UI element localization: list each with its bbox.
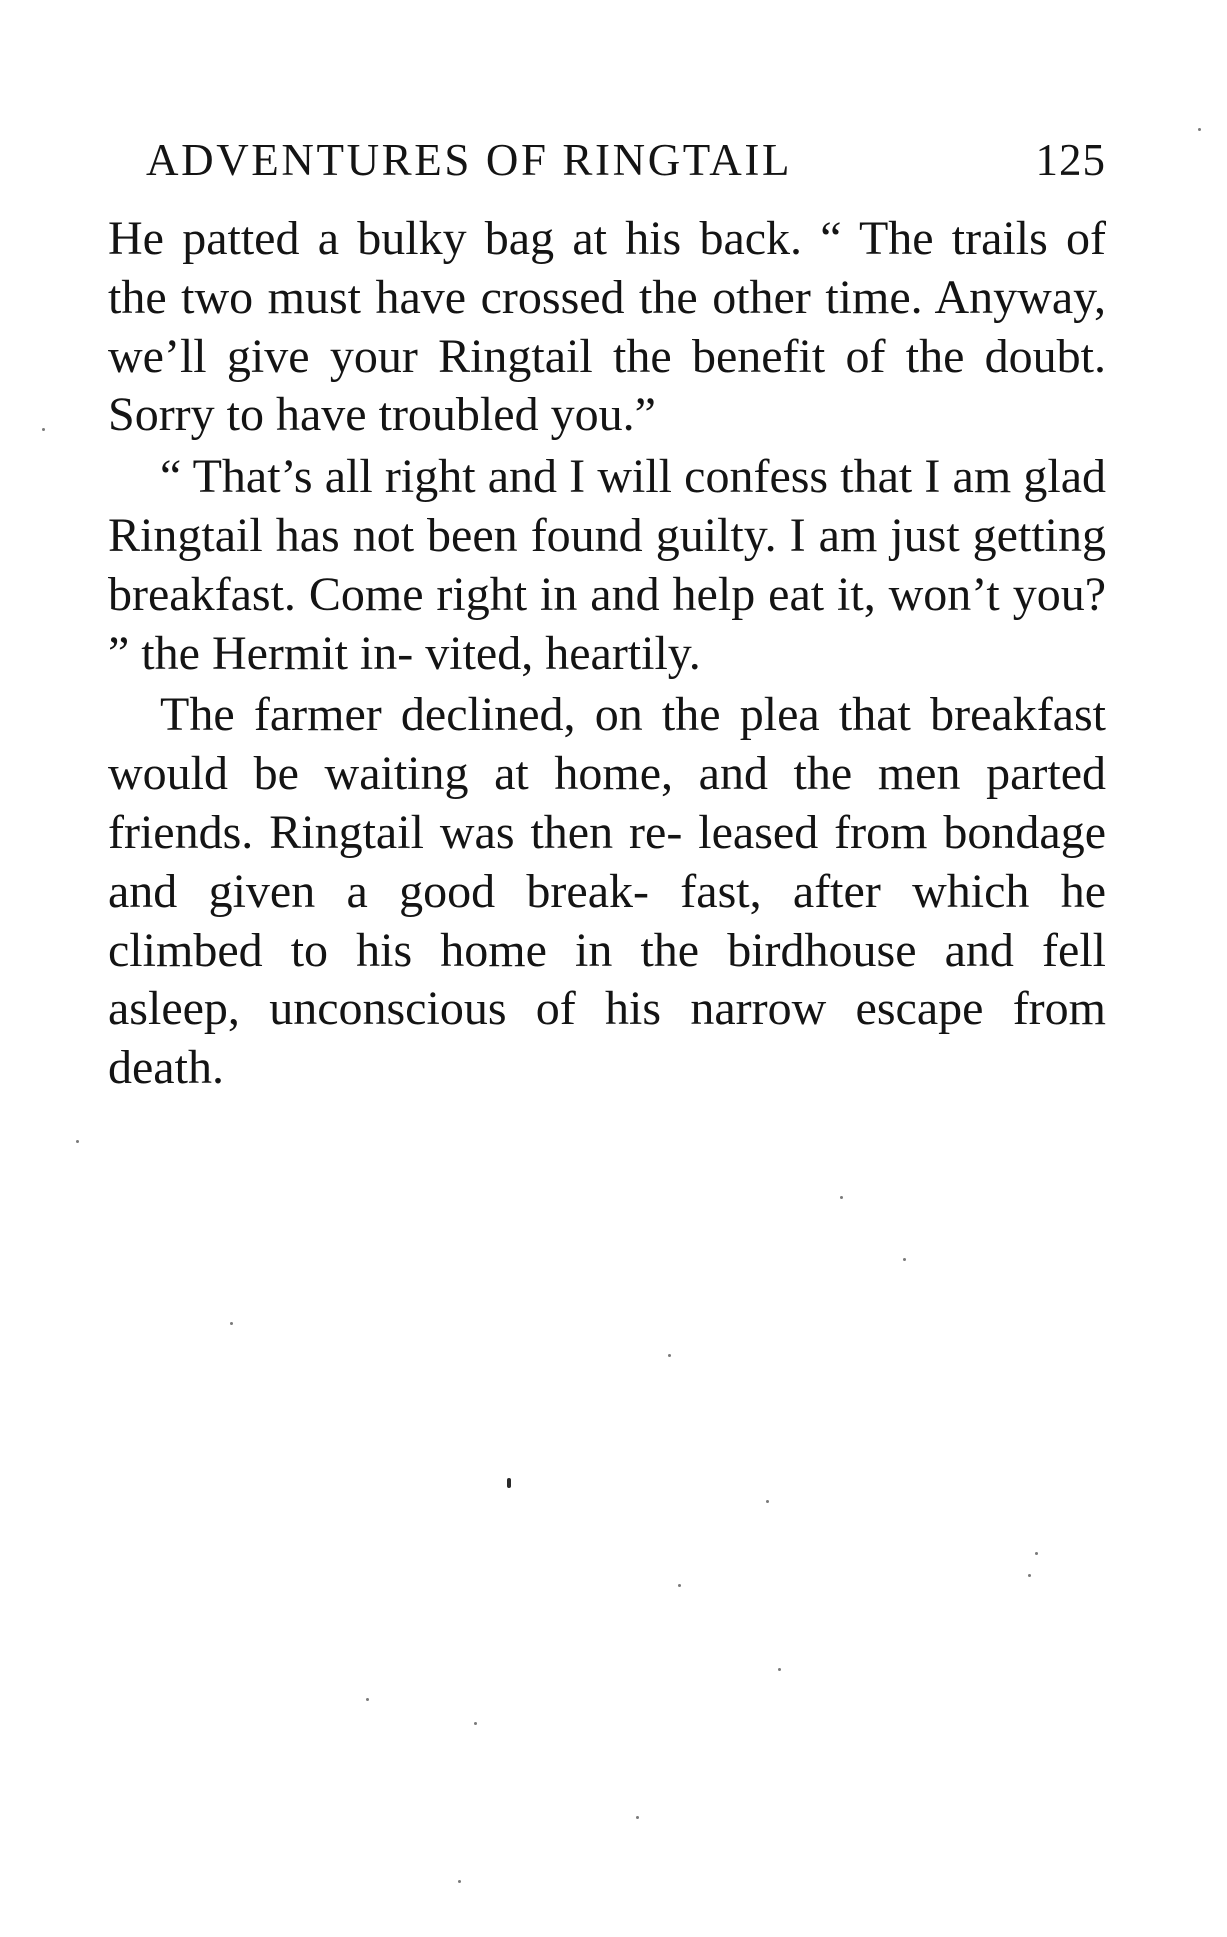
- page-number: 125: [1035, 135, 1106, 185]
- scan-speck: [1035, 1552, 1038, 1555]
- paragraph-2: “ That’s all right and I will confess that I am glad Ringtail has not been found guilty. I am just getting breakfast. Come right in and help eat it, won’t you? ” the Hermit in- vited, heartily.: [108, 450, 1106, 680]
- scan-speck: [230, 1322, 233, 1325]
- scan-speck: [778, 1668, 781, 1671]
- scan-speck: [474, 1722, 477, 1725]
- scan-speck: [636, 1816, 639, 1819]
- scan-speck: [668, 1354, 671, 1357]
- running-head: [146, 130, 1106, 190]
- scan-speck: [766, 1500, 769, 1503]
- scan-speck: [678, 1584, 681, 1587]
- paragraph-1: He patted a bulky bag at his back. “ The trails of the two must have crossed the other time. Anyway, we’ll give your Ringtail the benefit of the doubt. Sorry to have troubled you.”: [108, 212, 1106, 442]
- scan-speck: [42, 428, 45, 431]
- scan-speck: [76, 1140, 79, 1143]
- scan-speck: [1198, 128, 1201, 131]
- body-text: [108, 210, 1106, 1098]
- scan-speck: [458, 1880, 461, 1883]
- paragraph-3: The farmer declined, on the plea that breakfast would be waiting at home, and the men parted friends. Ringtail was then re- leased from bondage and given a good break- fast, after which he climbed to his home in the birdhouse and fell asleep, unconscious of his narrow escape from death.: [108, 688, 1106, 1095]
- scan-speck: [840, 1196, 843, 1199]
- scan-speck: [507, 1478, 511, 1488]
- running-title: ADVENTURES OF RINGTAIL: [146, 135, 793, 185]
- scan-speck: [366, 1698, 369, 1701]
- scan-speck: [903, 1258, 906, 1261]
- scan-speck: [1028, 1574, 1031, 1577]
